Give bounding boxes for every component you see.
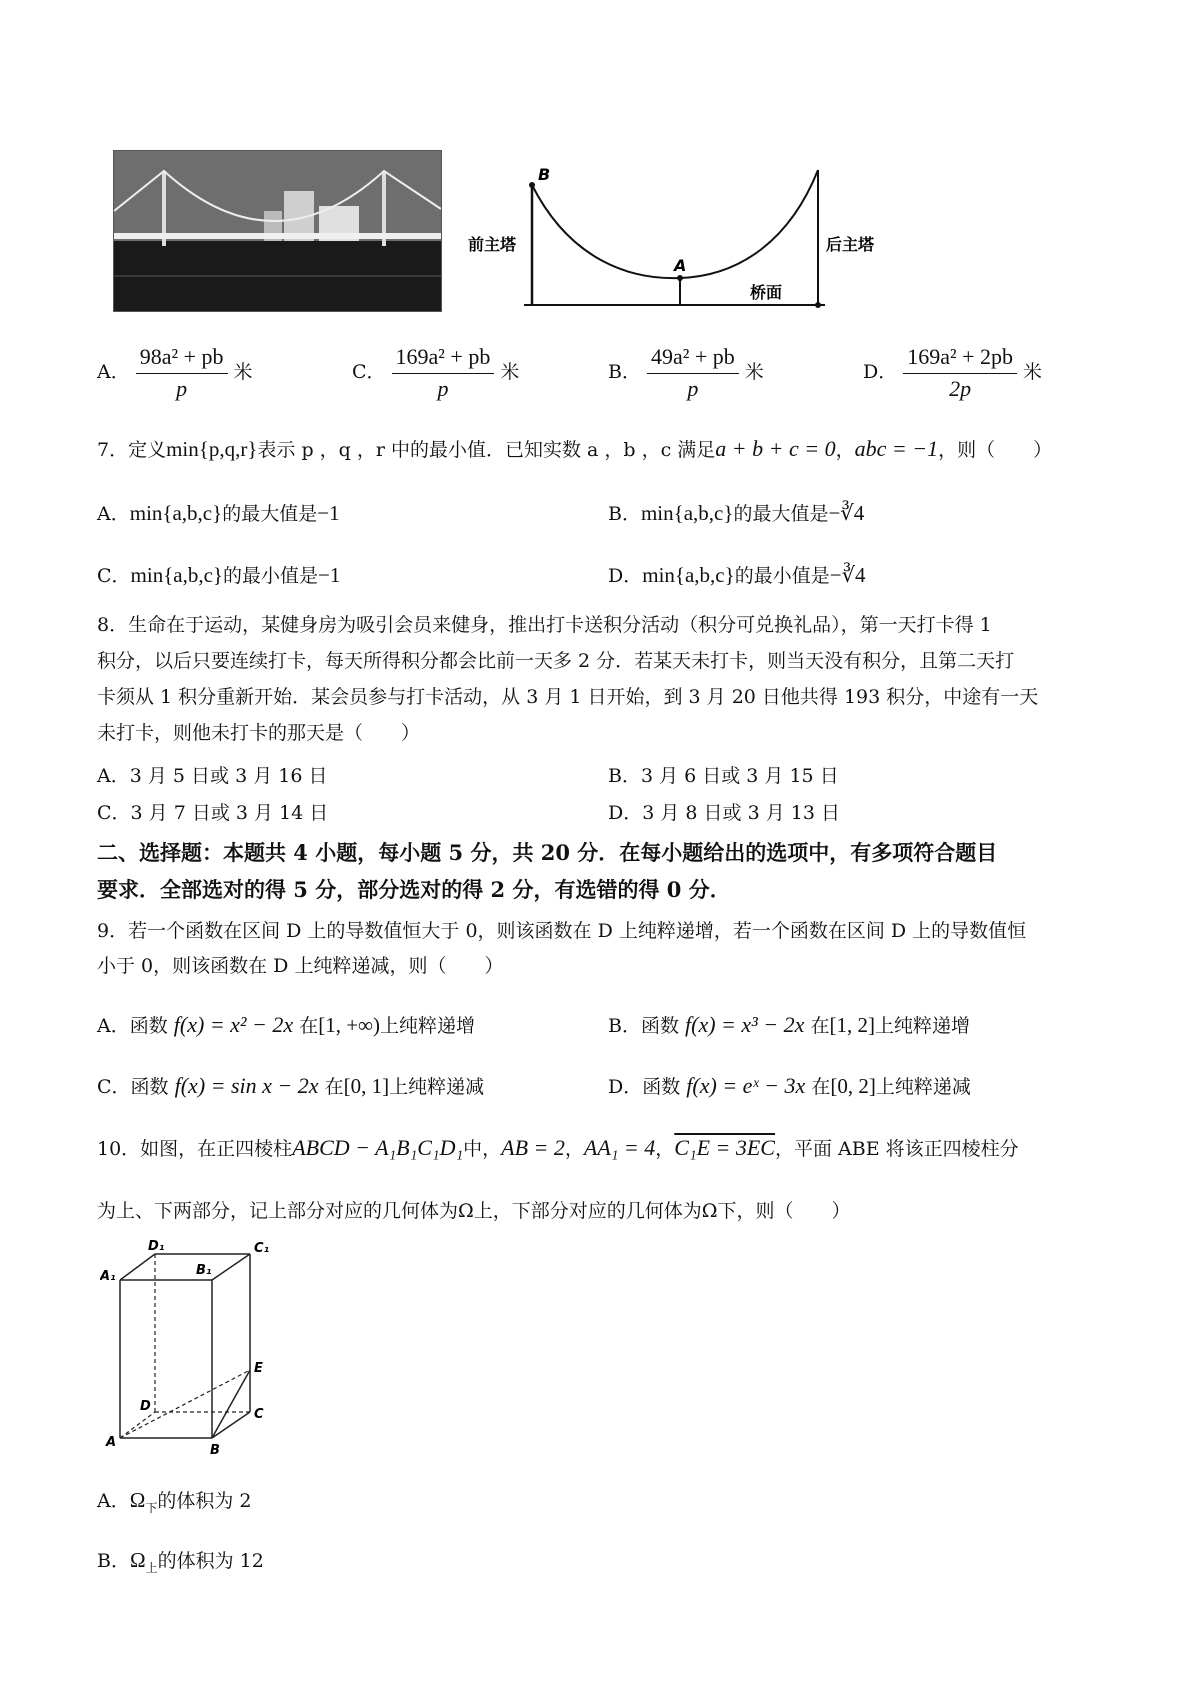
q8-line-2: 积分，以后只要连续打卡，每天所得积分都会比前一天多 2 分．若某天未打卡，则当天没有积分，且第二天打 (97, 650, 1015, 672)
q9-line-2: 小于 0，则该函数在 D 上纯粹递减，则（ ） (97, 955, 504, 977)
label-a: A (106, 1435, 117, 1450)
bridge-photo (113, 150, 442, 312)
label-a1: A₁ (100, 1269, 116, 1284)
q9-option-a: A．函数 f(x) = x² − 2x 在[1, +∞)上纯粹递增 (97, 1012, 476, 1037)
q6-option-c: C． $\frac{\text{169a² + pb}}{p}$ 米 (352, 344, 520, 401)
label-b: B (538, 165, 551, 184)
q9-option-b: B．函数 f(x) = x³ − 2x 在[1, 2]上纯粹递增 (608, 1012, 970, 1037)
q9-option-d: D．函数 f(x) = eˣ − 3x 在[0, 2]上纯粹递减 (608, 1073, 971, 1098)
label-c: C (254, 1407, 264, 1422)
label-e: E (254, 1361, 263, 1376)
q9-option-c: C．函数 f(x) = sin x − 2x 在[0, 1]上纯粹递减 (97, 1073, 485, 1098)
label-back-tower: 后主塔 (826, 235, 875, 254)
label-front-tower: 前主塔 (468, 235, 517, 254)
label-d1: D₁ (148, 1240, 165, 1254)
q7-option-c: C．min{a,b,c}的最小值是−1 (97, 563, 341, 587)
q10-option-a: A．$\Omega_下$的体积为 2 (97, 1488, 252, 1515)
q8-option-a: A．3 月 5 日或 3 月 16 日 (97, 765, 328, 787)
q8-line-3: 卡须从 1 积分重新开始．某会员参与打卡活动，从 3 月 1 日开始，到 3 月 20 日他共得 193 积分，中途有一天 (97, 686, 1039, 708)
q8-option-d: D．3 月 8 日或 3 月 13 日 (608, 802, 840, 824)
q7-stem: 7．定义min{p,q,r}表示 p ，q ，r 中的最小值．已知实数 a ，b ，c 满足a + b + c = 0，abc = −1，则（ ） (97, 436, 1053, 461)
q7-option-a: A．min{a,b,c}的最大值是−1 (97, 501, 340, 525)
q6-option-a: A． $\frac{\text{98a² + pb}}{p}$ 米 (97, 344, 253, 401)
section-2-heading-line-2: 要求．全部选对的得 5 分，部分选对的得 2 分，有选错的得 0 分． (97, 877, 731, 902)
label-c1: C₁ (254, 1241, 270, 1256)
bridge-photo-drawing (114, 151, 441, 311)
label-b1: B₁ (196, 1263, 212, 1278)
q8-option-c: C．3 月 7 日或 3 月 14 日 (97, 802, 329, 824)
label-a: A (674, 256, 687, 275)
label-d: D (140, 1399, 151, 1414)
q8-option-b: B．3 月 6 日或 3 月 15 日 (608, 765, 839, 787)
q6-option-d: D． $\frac{\text{169a² + 2pb}}{2p}$ 米 (863, 344, 1043, 401)
q10-option-b: B．$\Omega_上$的体积为 12 (97, 1548, 264, 1575)
q10-line-1: 10．如图，在正四棱柱ABCD − A₁B₁C₁D₁中，AB = 2，AA₁ = 4，C₁E = 3EC，平面 ABE 将该正四棱柱分 (97, 1135, 1019, 1160)
q6-option-b: B． $\frac{\text{49a² + pb}}{p}$ 米 (608, 344, 764, 401)
catenary-diagram (460, 150, 880, 315)
label-b: B (210, 1443, 220, 1458)
q8-line-4: 未打卡，则他未打卡的那天是（ ） (97, 722, 421, 744)
prism-figure (100, 1240, 280, 1460)
q10-line-2: 为上、下两部分，记上部分对应的几何体为Ω上，下部分对应的几何体为Ω下，则（ ） (97, 1200, 851, 1222)
label-deck: 桥面 (750, 283, 783, 302)
q8-line-1: 8．生命在于运动，某健身房为吸引会员来健身，推出打卡送积分活动（积分可兑换礼品），第一天打卡得 1 (97, 614, 992, 636)
q7-option-d: D．min{a,b,c}的最小值是−∛4 (608, 563, 866, 587)
section-2-heading-line-1: 二、选择题：本题共 4 小题，每小题 5 分，共 20 分．在每小题给出的选项中，有多项符合题目 (97, 840, 998, 865)
q7-option-b: B．min{a,b,c}的最大值是−∛4 (608, 501, 865, 525)
q9-line-1: 9．若一个函数在区间 D 上的导数值恒大于 0，则该函数在 D 上纯粹递增，若一个函数在区间 D 上的导数值恒 (97, 920, 1027, 942)
